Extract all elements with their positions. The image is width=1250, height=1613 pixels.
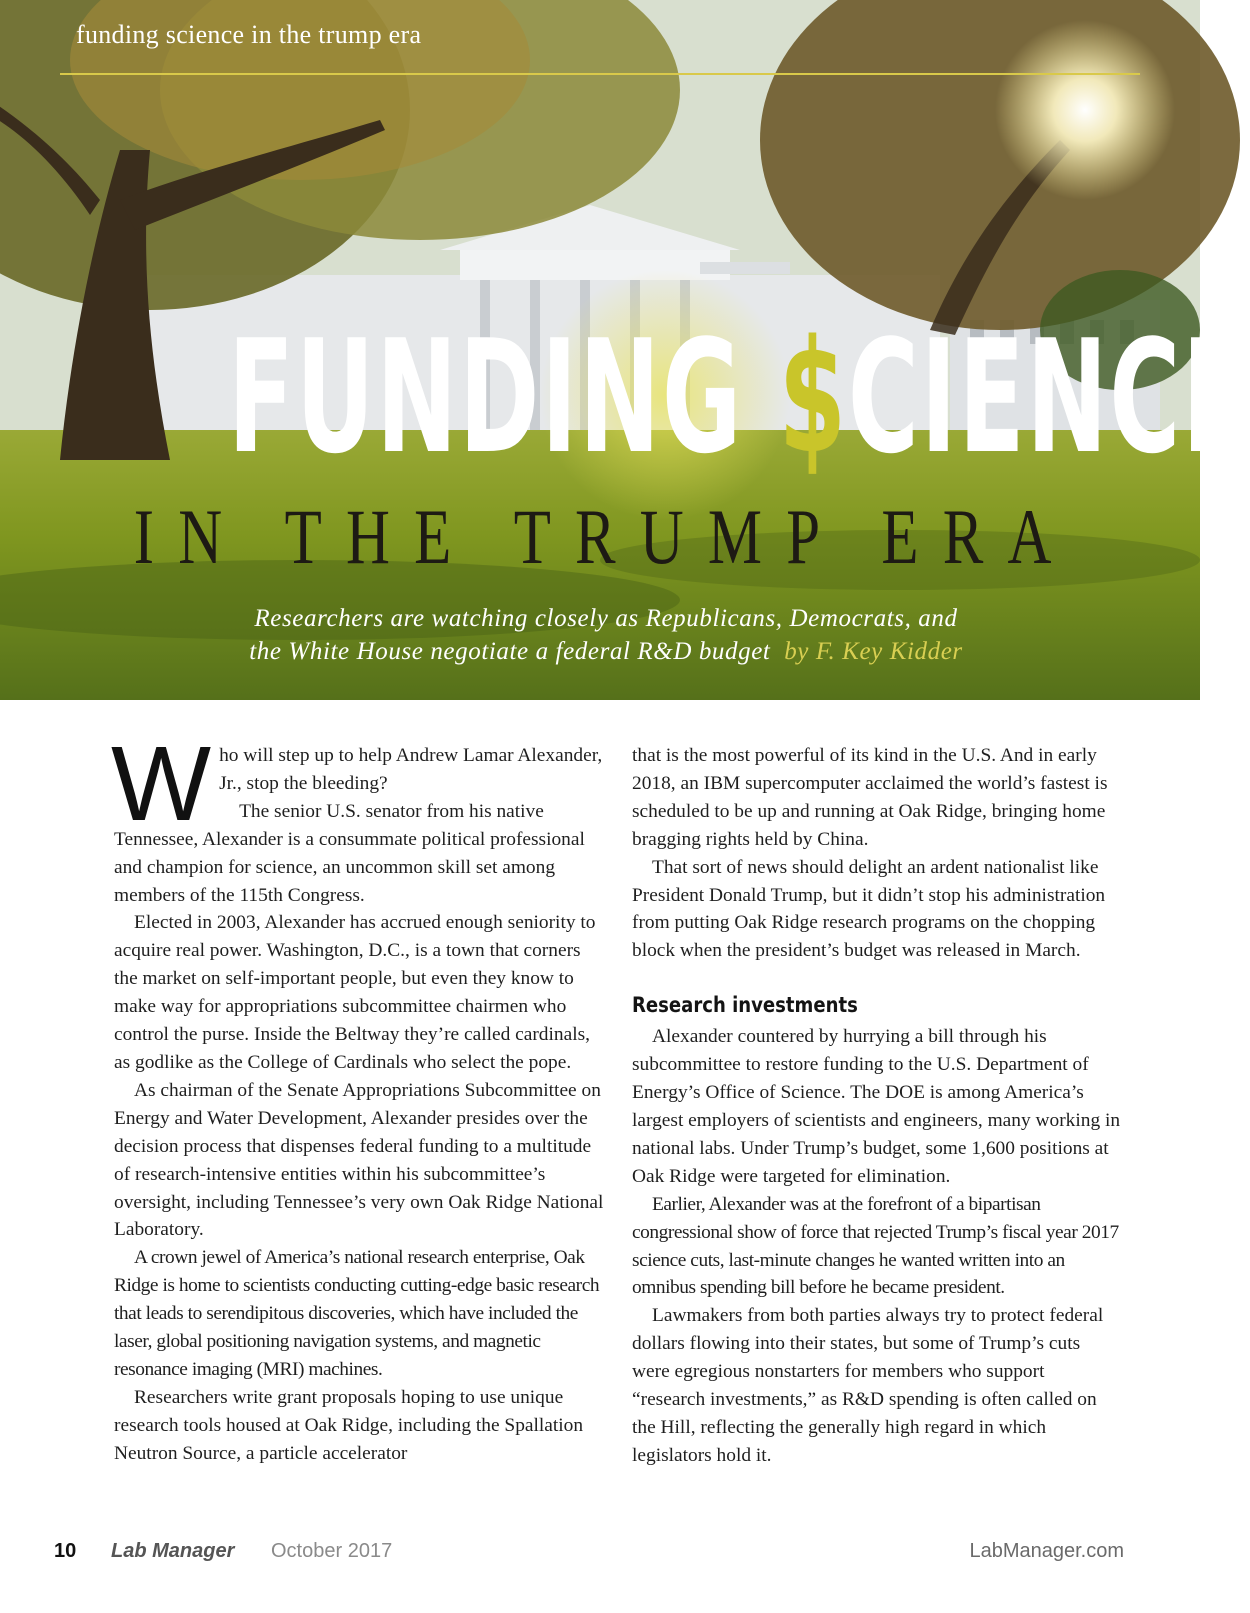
- issue-date: October 2017: [271, 1540, 393, 1562]
- section-heading: Research investments: [632, 993, 858, 1018]
- paragraph-3: Elected in 2003, Alexander has accrued enough seniority to acquire real power. Washington, D.C., is a town that corners the market on self-important people, but even they know to make way for appropriations subcommittee chairmen who control the purse. Inside the Beltway they’re called cardinals, as godlike as the College of Cardinals who select the pope.: [114, 912, 596, 1073]
- article-column-right: [632, 742, 1122, 1470]
- paragraph-1: [111, 725, 604, 843]
- paragraph-2: The senior U.S. senator from his native Tennessee, Alexander is a consummate political professional and champion for science, an uncommon skill set among members of the 115th Congress.: [114, 800, 585, 906]
- section-divider: [60, 73, 1140, 75]
- paragraph-11: Lawmakers from both parties always try to protect federal dollars flowing into their states, but some of Trump’s cuts were egregious nonstarters for members who support “research investments,” as R&D spending is often called on the Hill, reflecting the generally high regard in which legislators hold it.: [632, 1305, 1104, 1466]
- paragraph-1-text: ho will step up to help Andrew Lamar Alexander, Jr., stop the bleeding?: [219, 745, 603, 794]
- headline-part2: CIENCE: [847, 306, 1250, 488]
- paragraph-8: That sort of news should delight an ardent nationalist like President Donald Trump, but it didn’t stop his administration from putting Oak Ridge research programs on the chopping block when the president’s budget was released in March.: [632, 856, 1106, 962]
- section-label: funding science in the trump era: [76, 20, 422, 49]
- deck-line-1: Researchers are watching closely as Republicans, Democrats, and: [254, 605, 958, 632]
- page-number: 10: [54, 1540, 77, 1562]
- hero-photo: [0, 0, 1250, 700]
- deck-line-2-text: the White House negotiate a federal R&D budget: [249, 638, 771, 665]
- magazine-name: Lab Manager: [111, 1540, 235, 1562]
- headline-part1: FUNDING: [228, 306, 779, 488]
- paragraph-4: As chairman of the Senate Appropriations Subcommittee on Energy and Water Development, Alexander presides over the decision process that dispenses federal funding to a multitude of research-intensive entities within his subcommittee’s oversight, including Tennessee’s very own Oak Ridge National Laboratory.: [114, 1079, 604, 1241]
- subheadline: IN THE TRUMP ERA: [133, 493, 1076, 580]
- paragraph-10: Earlier, Alexander was at the forefront of a bipartisan congressional show of force that rejected Trump’s fiscal year 2017 science cuts, last-minute changes he wanted written into an omnibus spending bill before he became president.: [632, 1193, 1119, 1299]
- paragraph-6: Researchers write grant proposals hoping to use unique research tools housed at Oak Ridge, including the Spallation Neutron Source, a particle accelerator: [114, 1386, 584, 1464]
- paragraph-5: A crown jewel of America’s national research enterprise, Oak Ridge is home to scientists conducting cutting-edge basic research that leads to serendipitous discoveries, which have included the laser, global positioning navigation systems, and magnetic resonance imaging (MRI) machines.: [114, 1247, 600, 1380]
- deck: [0, 602, 1212, 668]
- deck-line-2: [0, 635, 1212, 668]
- paragraph-9: Alexander countered by hurrying a bill through his subcommittee to restore funding to the U.S. Department of Energy’s Office of Science. The DOE is among America’s largest employers of scientists and engineers, many working in national labs. Under Trump’s budget, some 1,600 positions at Oak Ridge were targeted for elimination.: [632, 1026, 1121, 1187]
- headline: [228, 306, 1250, 488]
- paragraph-7: that is the most powerful of its kind in the U.S. And in early 2018, an IBM supercomputer acclaimed the world’s fastest is scheduled to be up and running at Oak Ridge, bringing home bragging rights held by China.: [632, 745, 1108, 850]
- headline-dollar-sign: $: [778, 306, 848, 488]
- article-column-left: [111, 725, 604, 1468]
- byline: by F. Key Kidder: [784, 638, 963, 665]
- drop-cap: W: [111, 725, 212, 843]
- website-link[interactable]: LabManager.com: [969, 1540, 1124, 1562]
